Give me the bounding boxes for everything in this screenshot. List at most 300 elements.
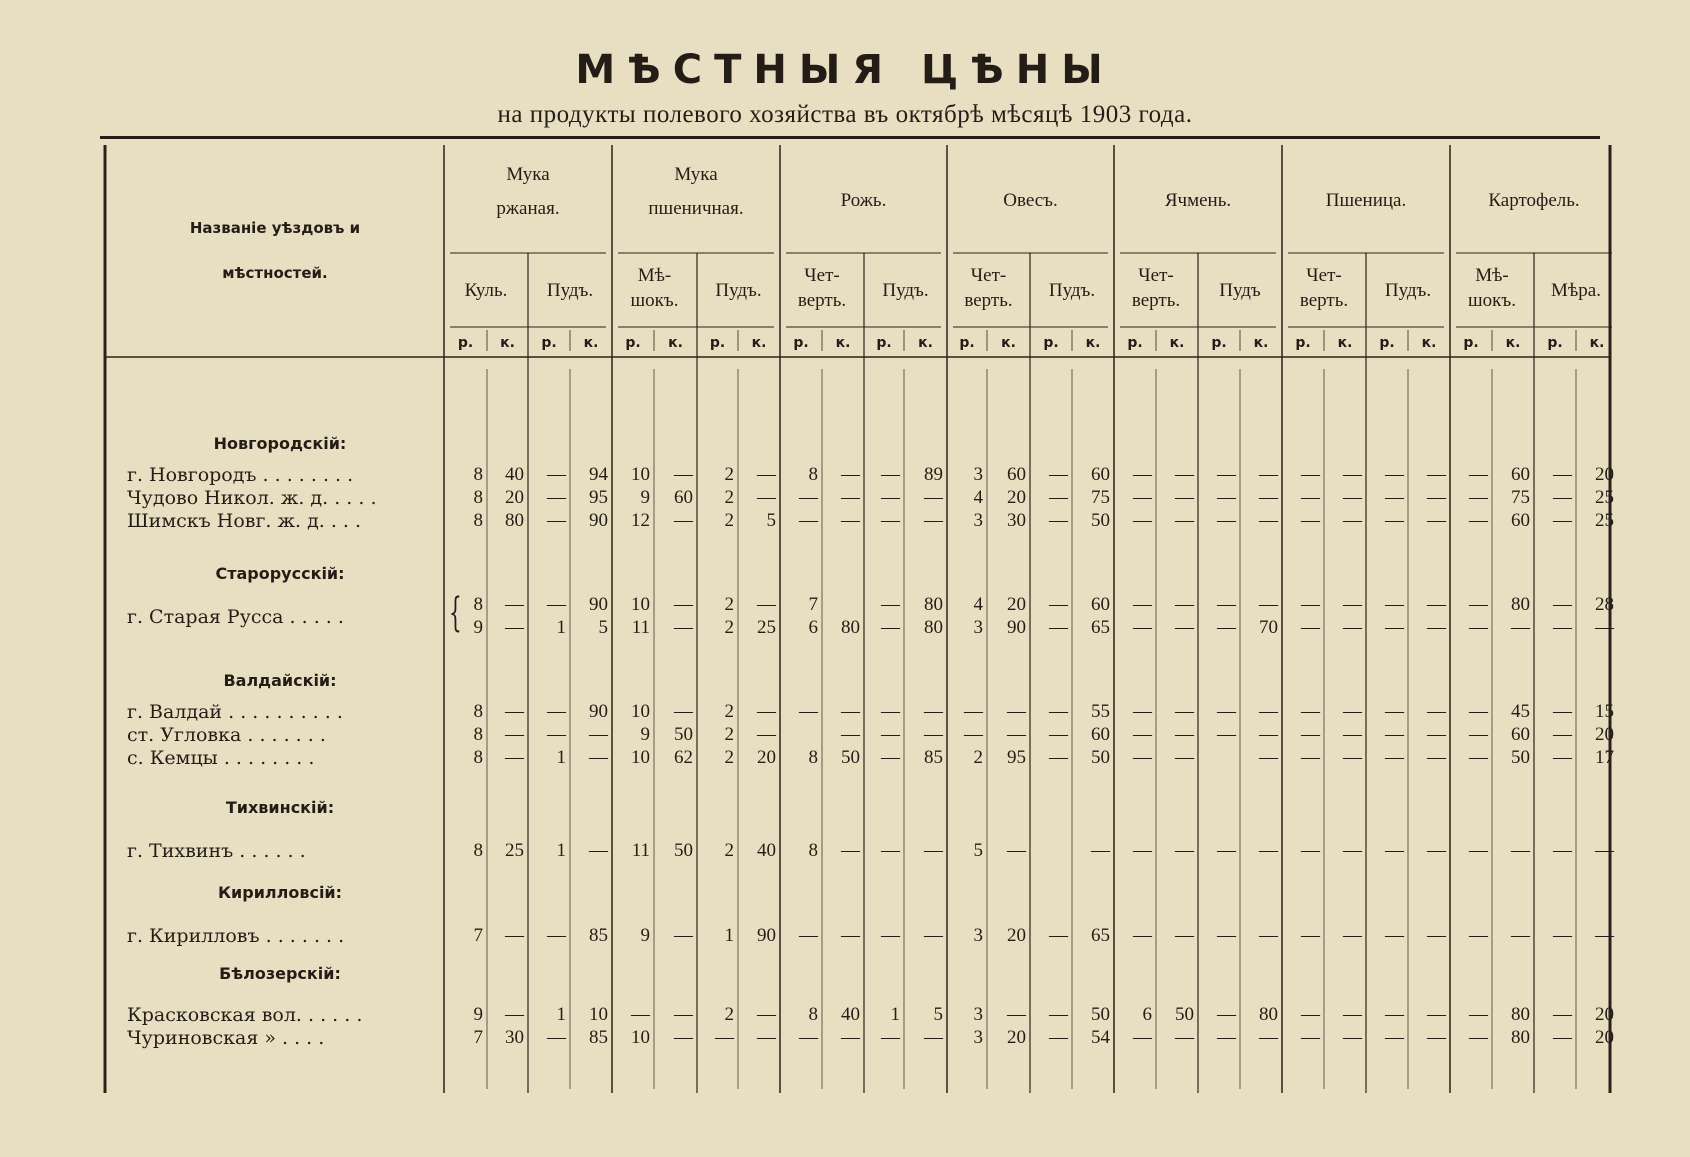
price-cell: — bbox=[1217, 840, 1236, 861]
price-cell: — bbox=[1427, 840, 1446, 861]
product-name: Пшеница. bbox=[1325, 190, 1407, 211]
price-cell: — bbox=[757, 464, 776, 485]
price-cell: — bbox=[1217, 510, 1236, 531]
district-name: Валдайскій: bbox=[223, 671, 337, 690]
price-cell: 9 bbox=[473, 1004, 483, 1025]
kopecks-label: к. bbox=[1001, 335, 1016, 351]
price-cell: — bbox=[881, 840, 900, 861]
price-cell: 3 bbox=[973, 1027, 983, 1048]
page-title: МѢСТНЫЯ ЦѢНЫ bbox=[575, 47, 1115, 93]
price-cell: — bbox=[881, 925, 900, 946]
price-cell: 30 bbox=[505, 1027, 524, 1048]
price-cell: 90 bbox=[757, 925, 776, 946]
price-cell: 75 bbox=[1511, 487, 1530, 508]
price-cell: 55 bbox=[1091, 701, 1110, 722]
price-cell bbox=[822, 594, 860, 616]
price-cell: — bbox=[841, 925, 860, 946]
price-cell: — bbox=[1133, 701, 1152, 722]
unit-label: шокъ. bbox=[630, 290, 679, 311]
price-cell: 85 bbox=[589, 1027, 608, 1048]
kopecks-label: к. bbox=[1085, 335, 1101, 351]
unit-label: Куль. bbox=[464, 280, 508, 301]
price-cell: — bbox=[881, 1027, 900, 1048]
price-cell: — bbox=[1385, 617, 1404, 638]
price-cell: 20 bbox=[505, 487, 524, 508]
price-cell: — bbox=[881, 594, 900, 615]
price-cell: — bbox=[1007, 701, 1026, 722]
price-cell: — bbox=[1385, 925, 1404, 946]
price-cell: — bbox=[1133, 594, 1152, 615]
product-name: Картофель. bbox=[1488, 190, 1580, 211]
price-cell: 80 bbox=[505, 510, 524, 531]
unit-label: верть. bbox=[1299, 290, 1349, 311]
price-cell: 20 bbox=[1595, 464, 1614, 485]
price-cell: — bbox=[924, 701, 943, 722]
price-cell bbox=[1198, 747, 1236, 769]
unit-label: Чет- bbox=[970, 265, 1007, 286]
price-cell: — bbox=[1049, 617, 1068, 638]
price-cell: 8 bbox=[808, 1004, 818, 1025]
price-cell: — bbox=[1343, 925, 1362, 946]
price-cell: 20 bbox=[1007, 1027, 1026, 1048]
unit-label: Мѣ- bbox=[637, 265, 672, 286]
price-cell: — bbox=[757, 724, 776, 745]
rubles-label: р. bbox=[1463, 335, 1479, 351]
unit-label: верть. bbox=[797, 290, 847, 311]
price-cell: — bbox=[1343, 464, 1362, 485]
price-cell: — bbox=[964, 701, 983, 722]
price-cell: 9 bbox=[640, 487, 650, 508]
price-cell: — bbox=[1301, 464, 1320, 485]
price-cell: 5 bbox=[598, 617, 608, 638]
price-cell: 2 bbox=[973, 747, 983, 768]
price-cell: — bbox=[1301, 1027, 1320, 1048]
price-cell: — bbox=[1175, 840, 1194, 861]
price-cell: — bbox=[1427, 594, 1446, 615]
price-cell: 40 bbox=[505, 464, 524, 485]
price-cell: — bbox=[547, 594, 566, 615]
price-cell: — bbox=[1343, 594, 1362, 615]
price-cell: 60 bbox=[1511, 724, 1530, 745]
district-name: Тихвинскій: bbox=[225, 798, 335, 817]
price-cell: — bbox=[1385, 747, 1404, 768]
price-cell: — bbox=[1469, 701, 1488, 722]
price-cell: 20 bbox=[1595, 724, 1614, 745]
place-name: ст. Угловка . . . . . . . bbox=[127, 724, 326, 746]
price-cell: — bbox=[1259, 747, 1278, 768]
price-cell: — bbox=[757, 1027, 776, 1048]
price-cell: — bbox=[1217, 594, 1236, 615]
price-cell: 6 bbox=[1142, 1004, 1152, 1025]
price-cell: — bbox=[674, 594, 693, 615]
price-cell: — bbox=[674, 1027, 693, 1048]
rubles-label: р. bbox=[625, 335, 641, 351]
price-cell: 15 bbox=[1595, 701, 1614, 722]
price-cell: 65 bbox=[1091, 617, 1110, 638]
price-cell: 25 bbox=[1595, 510, 1614, 531]
place-name: с. Кемцы . . . . . . . . bbox=[127, 747, 315, 769]
price-cell: 2 bbox=[724, 840, 734, 861]
price-cell: — bbox=[1469, 840, 1488, 861]
price-cell: — bbox=[1595, 617, 1614, 638]
price-cell: — bbox=[799, 487, 818, 508]
price-cell: — bbox=[1217, 1027, 1236, 1048]
place-name: г. Старая Русса . . . . . bbox=[127, 606, 344, 628]
price-cell: 40 bbox=[757, 840, 776, 861]
price-cell: — bbox=[1553, 487, 1572, 508]
price-cell: — bbox=[1553, 747, 1572, 768]
price-cell: — bbox=[1049, 701, 1068, 722]
price-cell: 60 bbox=[1511, 510, 1530, 531]
price-cell: 2 bbox=[724, 1004, 734, 1025]
product-name: ржаная. bbox=[496, 198, 560, 219]
price-cell: — bbox=[1385, 594, 1404, 615]
price-cell: 65 bbox=[1091, 925, 1110, 946]
price-cell: 20 bbox=[1595, 1004, 1614, 1025]
price-cell: — bbox=[1049, 464, 1068, 485]
price-cell: 10 bbox=[631, 701, 650, 722]
price-cell: 9 bbox=[640, 925, 650, 946]
kopecks-label: к. bbox=[500, 335, 515, 351]
price-cell: 85 bbox=[589, 925, 608, 946]
price-cell: — bbox=[881, 747, 900, 768]
price-cell: 80 bbox=[841, 617, 860, 638]
rubles-label: р. bbox=[1295, 335, 1311, 351]
price-cell: — bbox=[1553, 724, 1572, 745]
price-cell: 8 bbox=[473, 594, 483, 615]
price-cell: — bbox=[924, 510, 943, 531]
price-cell: 5 bbox=[973, 840, 983, 861]
price-cell: — bbox=[1049, 1027, 1068, 1048]
price-cell: 50 bbox=[1175, 1004, 1194, 1025]
price-cell: — bbox=[1175, 617, 1194, 638]
price-cell: — bbox=[505, 747, 524, 768]
price-cell: — bbox=[1427, 1027, 1446, 1048]
price-cell: — bbox=[1007, 840, 1026, 861]
price-cell: — bbox=[1259, 487, 1278, 508]
district-name: Старорусскій: bbox=[215, 564, 345, 583]
price-cell: — bbox=[1175, 510, 1194, 531]
price-cell: — bbox=[674, 925, 693, 946]
price-cell: 9 bbox=[473, 617, 483, 638]
price-cell: — bbox=[1469, 747, 1488, 768]
price-cell: 5 bbox=[766, 510, 776, 531]
price-cell: — bbox=[841, 701, 860, 722]
unit-label: Чет- bbox=[804, 265, 840, 286]
price-cell: 50 bbox=[1511, 747, 1530, 768]
unit-label: верть. bbox=[964, 290, 1013, 311]
unit-label: Пудъ. bbox=[882, 280, 929, 301]
price-cell: — bbox=[505, 617, 524, 638]
price-cell: — bbox=[1133, 840, 1152, 861]
price-cell: — bbox=[1427, 701, 1446, 722]
price-cell: — bbox=[1301, 747, 1320, 768]
price-cell: — bbox=[1427, 1004, 1446, 1025]
price-cell: — bbox=[841, 1027, 860, 1048]
price-cell: — bbox=[1049, 594, 1068, 615]
stub-header-line1: Названіе уѣздовъ и bbox=[189, 219, 361, 237]
price-cell: 2 bbox=[724, 594, 734, 615]
price-cell: — bbox=[1343, 747, 1362, 768]
kopecks-label: к. bbox=[1253, 335, 1269, 351]
price-cell: — bbox=[1133, 1027, 1152, 1048]
price-cell: 25 bbox=[1595, 487, 1614, 508]
price-cell: — bbox=[1427, 464, 1446, 485]
price-cell: — bbox=[1385, 510, 1404, 531]
price-cell: — bbox=[1301, 724, 1320, 745]
price-cell: — bbox=[1469, 510, 1488, 531]
price-cell: — bbox=[799, 701, 818, 722]
price-cell: 8 bbox=[473, 701, 483, 722]
place-name: г. Тихвинъ . . . . . . bbox=[127, 840, 306, 862]
district-name: Бѣлозерскій: bbox=[219, 964, 341, 983]
price-cell: 50 bbox=[1091, 510, 1110, 531]
price-cell: — bbox=[631, 1004, 650, 1025]
price-cell: — bbox=[1469, 1027, 1488, 1048]
price-cell: — bbox=[924, 724, 943, 745]
price-cell: — bbox=[1007, 724, 1026, 745]
unit-label: Мѣ- bbox=[1475, 265, 1509, 286]
price-cell: 45 bbox=[1511, 701, 1530, 722]
place-name: Чуриновская » . . . . bbox=[127, 1027, 325, 1049]
price-cell: 80 bbox=[1511, 1004, 1530, 1025]
price-cell: 50 bbox=[1091, 747, 1110, 768]
price-cell: — bbox=[505, 594, 524, 615]
price-cell: — bbox=[1217, 925, 1236, 946]
price-cell: 50 bbox=[674, 840, 693, 861]
price-cell: 3 bbox=[973, 510, 983, 531]
rubles-label: р. bbox=[793, 335, 809, 351]
rubles-label: р. bbox=[1043, 335, 1059, 351]
price-cell: — bbox=[547, 724, 566, 745]
price-cell: 25 bbox=[757, 617, 776, 638]
price-cell: — bbox=[1049, 487, 1068, 508]
unit-label: Пудъ. bbox=[1048, 280, 1096, 301]
price-cell: — bbox=[757, 487, 776, 508]
rubles-label: р. bbox=[457, 335, 474, 351]
rubles-label: р. bbox=[876, 335, 892, 351]
price-cell: 2 bbox=[724, 747, 734, 768]
price-cell: — bbox=[841, 510, 860, 531]
price-cell: — bbox=[1175, 701, 1194, 722]
price-cell: 17 bbox=[1595, 747, 1614, 768]
unit-label: Мѣра. bbox=[1551, 280, 1601, 301]
price-cell: 20 bbox=[1007, 594, 1026, 615]
price-cell: — bbox=[1427, 724, 1446, 745]
price-cell: — bbox=[881, 464, 900, 485]
rubles-label: р. bbox=[1547, 335, 1563, 351]
price-cell: 30 bbox=[1007, 510, 1026, 531]
price-cell: 80 bbox=[924, 617, 943, 638]
price-cell: — bbox=[1553, 925, 1572, 946]
price-cell: — bbox=[1259, 701, 1278, 722]
price-cell: 20 bbox=[1007, 925, 1026, 946]
price-cell: — bbox=[1343, 701, 1362, 722]
rubles-label: р. bbox=[709, 335, 726, 351]
price-cell: 11 bbox=[631, 840, 650, 861]
price-cell: — bbox=[547, 925, 566, 946]
product-name: Мука bbox=[506, 164, 550, 185]
price-cell: — bbox=[924, 487, 943, 508]
place-name: Красковская вол. . . . . . bbox=[127, 1004, 363, 1026]
product-name: Овесъ. bbox=[1003, 190, 1058, 211]
price-cell: — bbox=[674, 464, 693, 485]
price-cell: — bbox=[1259, 594, 1278, 615]
price-cell: — bbox=[1217, 464, 1236, 485]
price-cell: — bbox=[1427, 510, 1446, 531]
price-cell: — bbox=[1511, 925, 1530, 946]
price-cell: 2 bbox=[724, 617, 734, 638]
price-cell: — bbox=[1385, 701, 1404, 722]
unit-label: Пудъ bbox=[1219, 280, 1261, 301]
price-cell: — bbox=[1427, 747, 1446, 768]
price-cell: — bbox=[1175, 925, 1194, 946]
price-cell: — bbox=[881, 724, 900, 745]
price-cell: 9 bbox=[640, 724, 650, 745]
price-cell: — bbox=[1343, 724, 1362, 745]
price-cell: 1 bbox=[556, 747, 566, 768]
price-cell: — bbox=[881, 510, 900, 531]
price-cell: — bbox=[1595, 925, 1614, 946]
price-cell: 8 bbox=[473, 487, 483, 508]
price-cell: — bbox=[1049, 510, 1068, 531]
rubles-label: р. bbox=[1379, 335, 1395, 351]
price-cell: 70 bbox=[1259, 617, 1278, 638]
price-cell: — bbox=[1553, 701, 1572, 722]
price-cell: 40 bbox=[841, 1004, 860, 1025]
price-cell: — bbox=[674, 510, 693, 531]
price-cell: 20 bbox=[757, 747, 776, 768]
unit-label: шокъ. bbox=[1468, 290, 1516, 311]
price-cell: 60 bbox=[1007, 464, 1026, 485]
price-cell: — bbox=[1427, 925, 1446, 946]
price-cell: — bbox=[1217, 701, 1236, 722]
place-name: Чудово Никол. ж. д. . . . . bbox=[127, 487, 377, 509]
price-cell: 8 bbox=[808, 464, 818, 485]
price-cell: 90 bbox=[589, 701, 608, 722]
price-cell: 2 bbox=[724, 464, 734, 485]
price-cell: — bbox=[1553, 1027, 1572, 1048]
price-cell: — bbox=[1511, 617, 1530, 638]
price-cell: 10 bbox=[631, 1027, 650, 1048]
price-cell: — bbox=[505, 925, 524, 946]
price-cell: — bbox=[1301, 510, 1320, 531]
price-cell: — bbox=[799, 925, 818, 946]
price-cell: — bbox=[841, 724, 860, 745]
price-cell: — bbox=[1259, 464, 1278, 485]
price-cell: — bbox=[1427, 487, 1446, 508]
price-cell: 5 bbox=[933, 1004, 943, 1025]
price-cell: 80 bbox=[1511, 594, 1530, 615]
price-cell: — bbox=[1469, 724, 1488, 745]
price-cell: — bbox=[1133, 617, 1152, 638]
price-cell: — bbox=[1343, 1027, 1362, 1048]
price-cell: 8 bbox=[808, 840, 818, 861]
price-cell: — bbox=[924, 840, 943, 861]
price-cell: — bbox=[589, 724, 608, 745]
price-cell: — bbox=[881, 701, 900, 722]
price-cell: 1 bbox=[890, 1004, 900, 1025]
price-cell: — bbox=[1343, 510, 1362, 531]
price-cell: — bbox=[1091, 840, 1110, 861]
unit-label: верть. bbox=[1131, 290, 1181, 311]
price-cell: — bbox=[1469, 925, 1488, 946]
price-cell: — bbox=[674, 1004, 693, 1025]
price-cell: — bbox=[1469, 487, 1488, 508]
price-cell: — bbox=[505, 1004, 524, 1025]
price-cell: 4 bbox=[973, 487, 983, 508]
price-cell: 7 bbox=[808, 594, 818, 615]
price-cell: 75 bbox=[1091, 487, 1110, 508]
price-cell: — bbox=[505, 724, 524, 745]
kopecks-label: к. bbox=[1589, 335, 1605, 351]
price-cell: — bbox=[841, 464, 860, 485]
price-cell: — bbox=[1385, 840, 1404, 861]
price-cell: 20 bbox=[1007, 487, 1026, 508]
price-cell: 8 bbox=[473, 510, 483, 531]
price-cell: — bbox=[1343, 617, 1362, 638]
price-cell: — bbox=[799, 1027, 818, 1048]
price-cell: — bbox=[1301, 594, 1320, 615]
price-cell: — bbox=[1259, 724, 1278, 745]
kopecks-label: к. bbox=[751, 335, 767, 351]
price-cell bbox=[1030, 840, 1068, 862]
price-cell: 10 bbox=[589, 1004, 608, 1025]
price-cell: — bbox=[1469, 594, 1488, 615]
price-cell: — bbox=[924, 1027, 943, 1048]
price-cell: — bbox=[924, 925, 943, 946]
product-name: Ячмень. bbox=[1164, 190, 1232, 211]
rubles-label: р. bbox=[959, 335, 975, 351]
price-cell: 62 bbox=[674, 747, 693, 768]
unit-label: Пудъ. bbox=[1384, 280, 1432, 301]
price-cell: — bbox=[547, 487, 566, 508]
price-cell: — bbox=[1385, 487, 1404, 508]
price-cell: — bbox=[1175, 747, 1194, 768]
price-cell: — bbox=[1217, 617, 1236, 638]
price-cell: — bbox=[1217, 1004, 1236, 1025]
price-cell: — bbox=[547, 701, 566, 722]
price-cell: 8 bbox=[473, 724, 483, 745]
place-name: г. Кирилловъ . . . . . . . bbox=[127, 925, 345, 947]
price-cell: 60 bbox=[674, 487, 693, 508]
price-cell: 2 bbox=[724, 510, 734, 531]
price-cell: 94 bbox=[589, 464, 608, 485]
kopecks-label: к. bbox=[1337, 335, 1353, 351]
price-cell: 50 bbox=[1091, 1004, 1110, 1025]
price-cell: — bbox=[841, 487, 860, 508]
price-cell: 8 bbox=[473, 840, 483, 861]
price-cell: 60 bbox=[1091, 594, 1110, 615]
price-cell: — bbox=[1385, 724, 1404, 745]
price-cell: — bbox=[1175, 464, 1194, 485]
district-name: Кирилловсій: bbox=[217, 883, 343, 902]
price-cell: 54 bbox=[1091, 1027, 1110, 1048]
price-cell: — bbox=[757, 1004, 776, 1025]
price-cell: — bbox=[881, 487, 900, 508]
price-cell: 50 bbox=[674, 724, 693, 745]
price-cell: 95 bbox=[589, 487, 608, 508]
price-cell: — bbox=[1553, 1004, 1572, 1025]
price-cell: — bbox=[1175, 1027, 1194, 1048]
rubles-label: р. bbox=[1127, 335, 1143, 351]
price-cell: 3 bbox=[973, 1004, 983, 1025]
price-cell: — bbox=[1301, 487, 1320, 508]
price-cell: — bbox=[1553, 617, 1572, 638]
kopecks-label: к. bbox=[835, 335, 851, 351]
price-cell bbox=[780, 724, 818, 746]
price-cell: 80 bbox=[1511, 1027, 1530, 1048]
